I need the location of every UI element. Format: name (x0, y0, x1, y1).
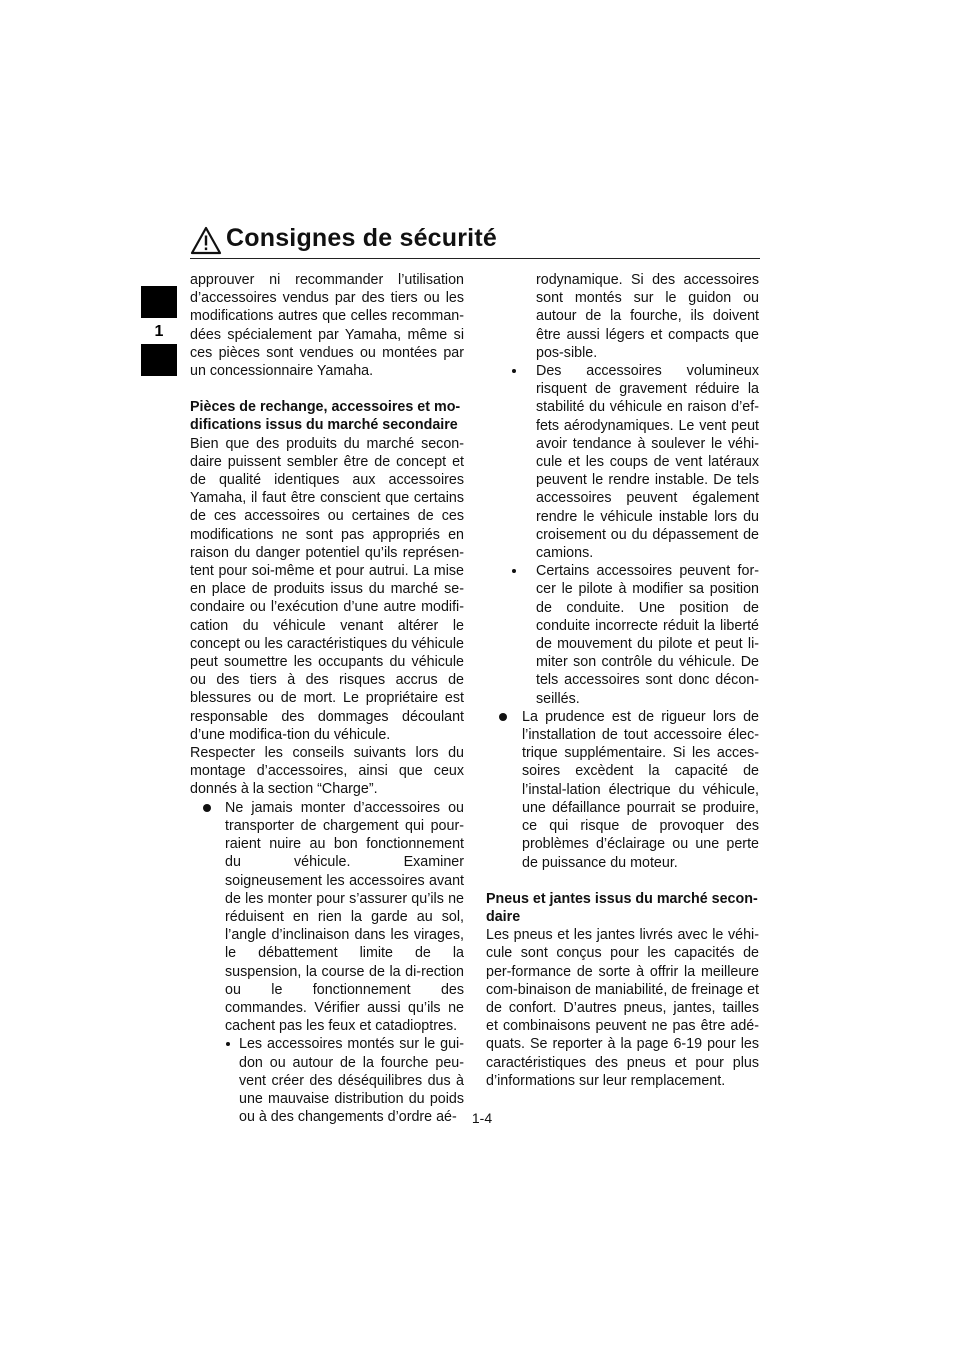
tires-paragraph: Les pneus et les jantes livrés avec le véhi-cule sont conçus pour les capacités de per-formance de sorte à offrir la meilleure com-binaison de maniabilité, de freinage et de confort. D’autres pneus, jantes, tailles et combinaisons peuvent ne pas être adé-quats. Se reporter à la page 6-19 pour les caractéristiques des pneus et pour plus d’informations sur leur remplacement. (486, 927, 759, 1089)
left-column (190, 271, 464, 1126)
sub-bullet-item: Les accessoires montés sur le gui-don ou autour de la fourche peu-vent créer des déséquilibres dus à une mauvaise distribution du poids ou à des changements d’ordre aé- (190, 1035, 464, 1126)
page-header (190, 224, 760, 259)
sub-bullet-continuation: rodynamique. Si des accessoires sont montés sur le guidon ou autour de la fourche, ils doivent être aussi légers et compacts que pos-sible. (536, 272, 759, 361)
warning-triangle-icon (190, 226, 222, 256)
sub-bullet-item: Des accessoires volumineux risquent de gravement réduire la stabilité du véhicule en raison d’ef-fets aérodynamiques. Le vent peut avoir tendance à soulever le véhi-cule et les coups de vent latéraux peuvent le rendre instable. De tels accessoires peuvent également rendre le véhicule instable lors du croisement ou du dépassement de camions. (486, 362, 759, 562)
aftermarket-paragraph: Bien que des produits du marché secon-daire puissent sembler être de concept et de qualité identiques aux accessoires Yamaha, il faut être conscient que certains de ces accessoires ou certaines de ces modifications ne sont pas appropriés en raison du danger potentiel qu’ils représen-tent pour soi-même et pour autrui. La mise en place de produits issus du marché se-condaire ou l’exécution d’une autre modifi-cation du véhicule venant altérer le concept ou les caractéristiques du véhicule peut soumettre les occupants du véhicule ou des tiers à des risques accrus de blessures ou de mort. Le propriétaire est responsable des dommages découlant d’une modifica-tion du véhicule. (190, 435, 464, 743)
bullet-item: La prudence est de rigueur lors de l’installation de tout accessoire élec-trique supplémentaire. Si les acces-soires excèdent la capacité de l’instal-lation électrique du véhicule, une défaillance pourrait se produire, ce qui risque de provoquer des problèmes d’éclairage ou une perte de puissance du moteur. (486, 708, 759, 872)
section-heading-aftermarket-parts: Pièces de rechange, accessoires et mo-difications issus du marché secondaire (190, 399, 461, 434)
right-column (486, 271, 759, 1090)
page-title: Consignes de sécurité (226, 224, 497, 252)
advice-paragraph: Respecter les conseils suivants lors du montage d’accessoires, ainsi que ceux donnés à la section “Charge”. (190, 745, 464, 798)
page-number: 1-4 (471, 1110, 493, 1126)
sub-bullet-item: Certains accessoires peuvent for-cer le pilote à modifier sa position de conduite. Une position de conduite incorrecte réduit la liberté de mouvement du pilote et peut li-miter son contrôle du véhicule. De tels accessoires sont donc décon-seillés. (486, 562, 759, 708)
intro-paragraph: approuver ni recommander l’utilisation d’accessoires vendus par des tiers ou les modifications autres que celles recomman-dées spécialement par Yamaha, même si ces pièces sont vendues ou montées par un concessionnaire Yamaha. (190, 272, 464, 380)
section-heading-tires-wheels: Pneus et jantes issus du marché secon-daire (486, 890, 758, 925)
bullet-item: Ne jamais monter d’accessoires ou transporter de chargement qui pour-raient nuire au bon fonctionnement du véhicule. Examiner soigneusement les accessoires avant de les monter pour s’assurer qu’ils ne réduisent en rien la garde au sol, l’angle d’inclinaison dans les virages, le débattement limite de la suspension, la course de la di-rection ou le fonctionnement des commandes. Vérifier aussi qu’ils ne cachent pas les feux et catadioptres. (190, 799, 464, 1036)
chapter-number: 1 (141, 323, 177, 341)
